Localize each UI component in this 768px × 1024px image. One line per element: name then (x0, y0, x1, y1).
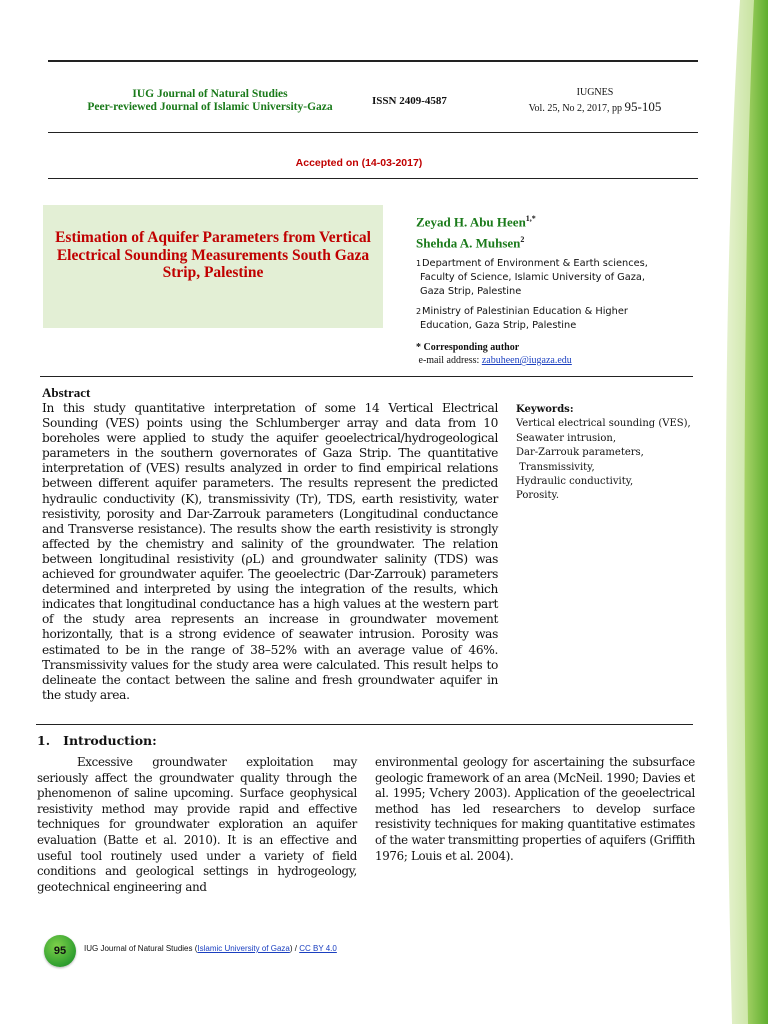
journal-subtitle: Peer-reviewed Journal of Islamic University-Gaza (87, 101, 333, 113)
volume-info (505, 86, 685, 116)
intro-column-2: environmental geology for ascertaining the subsurface geologic framework of an area (McNeil. 1990; Davies et al. 1995; Vchery 2003). Application of the geoelectrical method has led researchers to develop surface resistivity techniques for making quantitative estimates of the water transmitting properties of aquifers (Griffith 1976; Louis et al. 2004). (375, 755, 695, 863)
affiliation-line: Faculty of Science, Islamic University of Gaza, (420, 272, 646, 283)
affiliation-line: Gaza Strip, Palestine (420, 286, 522, 297)
header-rule (48, 132, 698, 133)
title-box (43, 205, 383, 328)
affiliation-2 (416, 305, 628, 333)
accepted-rule (48, 178, 698, 179)
footer-separator: ) / (289, 944, 300, 953)
author-name: Shehda A. Muhsen (416, 235, 521, 251)
author-list (416, 210, 536, 253)
affiliation-marker: 2 (416, 307, 422, 316)
accepted-date: Accepted on (14-03-2017) (295, 157, 423, 169)
affiliation-1 (416, 257, 648, 299)
affiliation-line: Ministry of Palestinian Education & Higher (422, 306, 628, 317)
keyword-item: Hydraulic conductivity, (516, 476, 634, 488)
page-range: 95-105 (624, 99, 662, 114)
abstract-text: In this study quantitative interpretation of some 14 Vertical Electrical Sounding (VES) points using the Schlumberger array and data from 10 boreholes were applied to study the aquifer geoelectrical/hydrogeological parameters in the southern governorates of Gaza Strip. The quantitative interpretation of (VES) results analyzed in order to find empirical relations between different aquifer parameters. The results represent the predicted hydraulic conductivity (K), transmissivity (Tr), TDS, earth resistivity, water resistivity, porosity and Dar-Zarrouk parameters (Longitudinal conductance and Transverse resistance). The results show the earth resistivity is strongly affected by the chemistry and salinity of the groundwater. The relation between longitudinal resistivity (ρL) and groundwater salinity (TDS) was achieved for groundwater aquifer. The geoelectric (Dar-Zarrouk) parameters determined and interpreted by using the integration of the results, which indicates that longitudinal conductance has a high values at the western part of the study area represents an increase in groundwater movement horizontally, that is a strong evidence of seawater intrusion. Porosity was estimated to be in the range of 38–52% with an average value of 46%. Transmissivity values for the study area were calculated. This result helps to delineate the contact between the saline and fresh groundwater aquifer in the study area. (42, 401, 498, 702)
author-sup: 2 (520, 235, 525, 245)
introduction-heading: 1. Introduction: (37, 733, 157, 748)
issn: ISSN 2409-4587 (372, 95, 447, 107)
affiliation-line: Education, Gaza Strip, Palestine (420, 320, 577, 331)
email-label: e-mail address: (418, 355, 482, 366)
page-number-badge: 95 (44, 935, 76, 967)
abstract-rule (40, 376, 693, 377)
volume-text: Vol. 25, No 2, 2017, pp (528, 103, 625, 114)
keyword-item: Dar-Zarrouk parameters, (516, 447, 644, 459)
intro-rule (36, 724, 693, 725)
corresponding-label: * Corresponding author (416, 342, 520, 353)
license-link[interactable]: CC BY 4.0 (299, 944, 337, 953)
affiliation-marker: 1 (416, 259, 422, 268)
footer-citation (84, 944, 337, 953)
journal-header (60, 88, 360, 114)
keyword-item: Transmissivity, (516, 461, 595, 473)
keyword-item: Seawater intrusion, (516, 432, 616, 444)
keywords (516, 403, 691, 504)
top-rule (48, 60, 698, 62)
journal-code: IUGNES (576, 87, 614, 98)
university-link[interactable]: Islamic University of Gaza (197, 944, 290, 953)
intro-column-1: Excessive groundwater exploitation may seriously affect the groundwater quality through the phenomenon of saline upcoming. Surface geophysical resistivity method may provide rapid and effective techniques for groundwater exploration an aquifer evaluation (Batte et al. 2010). It is an effective and useful tool routinely used under a variety of field conditions and geological settings in hydrogeology, geotechnical engineering and (37, 755, 357, 894)
corresponding-author (416, 341, 572, 367)
keyword-item: Vertical electrical sounding (VES), (516, 418, 691, 430)
paper-title: Estimation of Aquifer Parameters from Vertical Electrical Sounding Measurements South Gaza Strip, Palestine (55, 229, 371, 281)
abstract-heading: Abstract (42, 385, 91, 400)
keyword-item: Porosity. (516, 490, 559, 502)
affiliation-line: Department of Environment & Earth sciences, (422, 258, 648, 269)
footer-prefix: IUG Journal of Natural Studies ( (84, 944, 198, 953)
journal-name: IUG Journal of Natural Studies (132, 88, 288, 100)
side-decoration (718, 0, 768, 1024)
email-link[interactable]: zabuheen@iugaza.edu (481, 355, 572, 366)
author-name: Zeyad H. Abu Heen (416, 214, 526, 230)
keywords-heading: Keywords: (516, 404, 574, 415)
author-sup: 1,* (525, 214, 536, 223)
